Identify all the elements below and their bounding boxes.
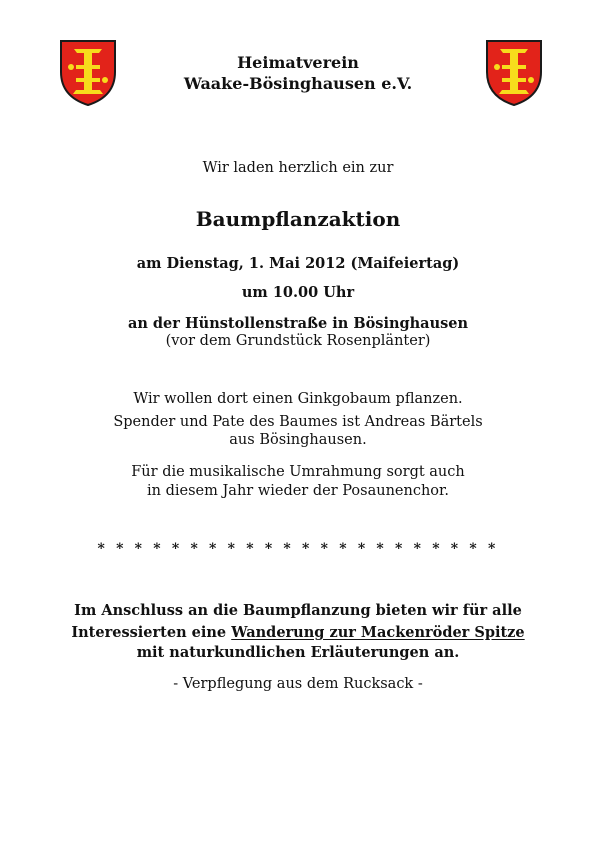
paragraph-music-line1: Für die musikalische Umrahmung sorgt auch bbox=[131, 464, 465, 480]
hike-destination: Wanderung zur Mackenröder Spitze bbox=[231, 624, 525, 641]
event-title: Baumpflanzaktion bbox=[195, 207, 401, 231]
catering-note: - Verpflegung aus dem Rucksack - bbox=[173, 676, 423, 692]
org-name-line2: Waake-Bösinghausen e.V. bbox=[183, 74, 413, 93]
org-name-line1: Heimatverein bbox=[237, 53, 359, 72]
event-location: an der Hünstollenstraße in Bösinghausen bbox=[127, 315, 469, 332]
paragraph-sponsor-line1: Spender und Pate des Baumes ist Andreas Bärtels bbox=[113, 414, 483, 430]
paragraph-music-line2: in diesem Jahr wieder der Posaunenchor. bbox=[147, 483, 449, 499]
event-time: um 10.00 Uhr bbox=[241, 284, 355, 301]
hike-line2 bbox=[0, 624, 596, 641]
paragraph-sponsor-line2: aus Bösinghausen. bbox=[229, 432, 367, 448]
organization-heading bbox=[0, 52, 596, 94]
hike-line1: Im Anschluss an die Baumpflanzung bieten wir für alle bbox=[74, 602, 522, 619]
invite-intro: Wir laden herzlich ein zur bbox=[202, 160, 394, 176]
paragraph-ginkgo: Wir wollen dort einen Ginkgobaum pflanzen. bbox=[133, 391, 463, 407]
event-date: am Dienstag, 1. Mai 2012 (Maifeiertag) bbox=[136, 255, 460, 272]
hike-line2-text: Interessierten eine bbox=[71, 624, 232, 641]
asterisk-separator: * * * * * * * * * * * * * * * * * * * * * * bbox=[97, 541, 499, 557]
event-location-note: (vor dem Grundstück Rosenplänter) bbox=[165, 333, 431, 349]
hike-line3: mit naturkundlichen Erläuterungen an. bbox=[136, 644, 460, 661]
